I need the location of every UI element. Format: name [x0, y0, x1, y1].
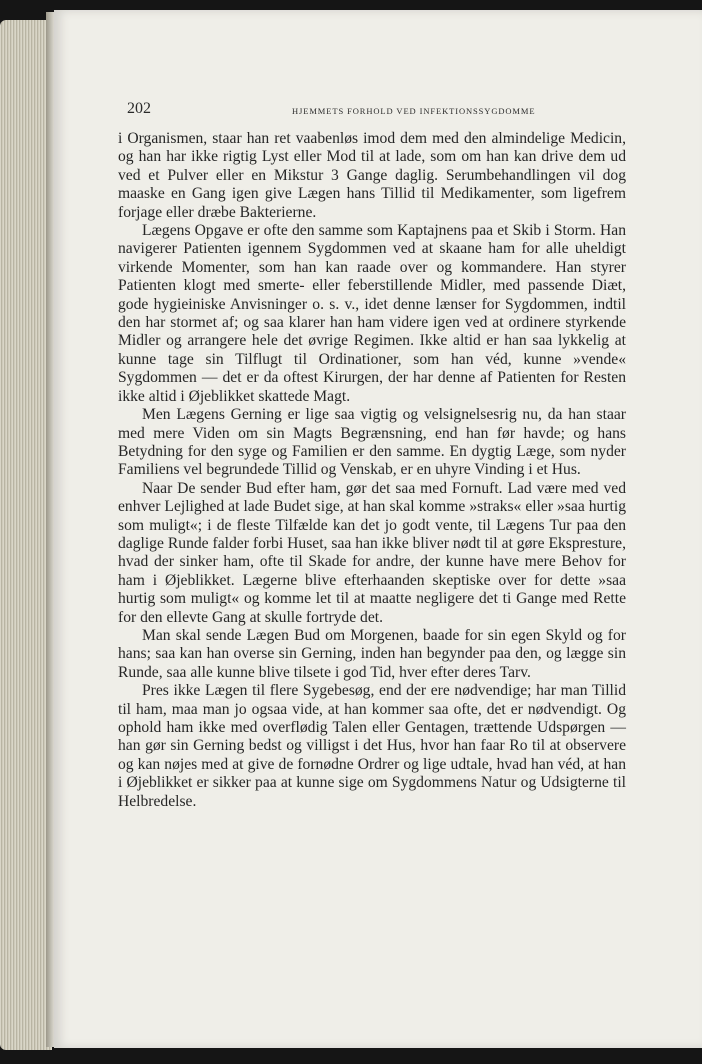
body-text: [118, 130, 626, 811]
paragraph: i Organismen, staar han ret vaabenløs imod dem med den almindelige Medicin, og han har ikke rigtig Lyst eller Mod til at lade, som om han kan drive dem ud ved et Pulver eller en Mikstur 3 Gange daglig. Serumbehandlingen vil dog maaske en Gang igen give Lægen hans Tillid til Medikamenter, som ligefrem forjage eller dræbe Bakterierne.: [118, 130, 626, 221]
running-head: [127, 100, 627, 122]
page-edges: [0, 20, 52, 1050]
page-number: 202: [127, 100, 151, 117]
paragraph: Lægens Opgave er ofte den samme som Kaptajnens paa et Skib i Storm. Han navigerer Patienten igennem Sygdommen ved at skaane ham for alle uheldigt virkende Momenter, som han kan raade over og kommandere. Han styrer Patienten klogt med smerte- eller feberstillende Midler, med passende Diæt, gode hygieiniske Anvisninger o. s. v., idet denne lænser for Sygdommen, indtil den har stormet af; og saa klarer han ham videre igen ved at ordinere styrkende Midler og arrangere hele det øvrige Regimen. Ikke altid er han saa lykkelig at kunne tage sin Tilflugt til Ordinationer, som han véd, kunne »vende« Sygdommen — det er da oftest Kirurgen, der har denne af Patienten for Resten ikke altid i Øjeblikket skattede Magt.: [118, 222, 626, 405]
paragraph: Pres ikke Lægen til flere Sygebesøg, end der ere nødvendige; har man Tillid til ham, maa man jo ogsaa vide, at han kommer saa ofte, det er nødvendigt. Og ophold ham ikke med overflødig Talen eller Gentagen, trættende Udspørgen — han gør sin Gerning bedst og villigst i det Hus, hvor han faar Ro til at observere og kan nøjes med at give de fornødne Ordrer og lige udtale, hvad han véd, at han i Øjeblikket er sikker paa at kunne sige om Sygdommens Natur og Udsigterne til Helbredelse.: [118, 682, 626, 810]
paragraph: Man skal sende Lægen Bud om Morgenen, baade for sin egen Skyld og for hans; saa kan han overse sin Gerning, inden han begynder paa den, og lægge sin Runde, saa alle kunne blive tilsete i god Tid, hver efter deres Tarv.: [118, 626, 626, 681]
paragraph: Naar De sender Bud efter ham, gør det saa med Fornuft. Lad være med ved enhver Lejlighed at lade Budet sige, at han skal komme »straks« eller »saa hurtig som muligt«; i de fleste Tilfælde kan det jo godt vente, til Lægens Tur paa den daglige Runde falder forbi Huset, saa han ikke bliver nødt til at gøre Ekspresture, hvad der sinker ham, ofte til Skade for andre, der kunne have mere Behov for ham i Øjeblikket. Lægerne blive efterhaanden skeptiske over for dette »saa hurtig som muligt« og komme let til at maatte negligere det ti Gange med Rette for den ellevte Gang at skulle fortryde det.: [118, 479, 626, 626]
paragraph: Men Lægens Gerning er lige saa vigtig og velsignelsesrig nu, da han staar med mere Viden om sin Magts Begrænsning, end han før havde; og hans Betydning for den syge og Familien er den samme. En dygtig Læge, som nyder Familiens vel begrundede Tillid og Venskab, er en uhyre Vinding i et Hus.: [118, 406, 626, 479]
running-title: HJEMMETS FORHOLD VED INFEKTIONSSYGDOMME: [292, 106, 536, 116]
